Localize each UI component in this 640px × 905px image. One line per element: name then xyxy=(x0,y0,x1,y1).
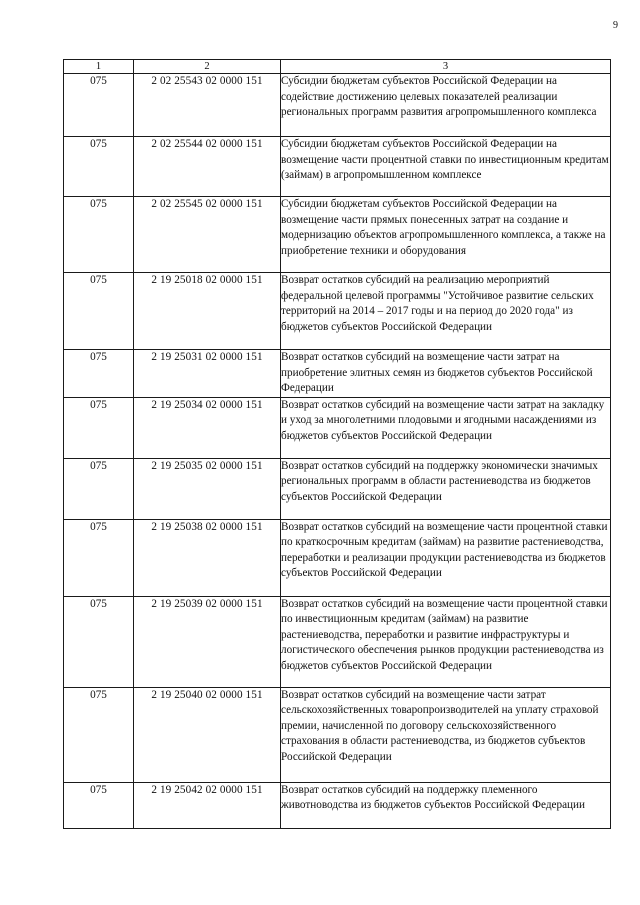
kbk-code-cell: 2 19 25040 02 0000 151 xyxy=(134,687,281,782)
table-row xyxy=(64,519,611,596)
admin-code-cell: 075 xyxy=(64,782,134,828)
kbk-code-cell: 2 19 25034 02 0000 151 xyxy=(134,397,281,458)
kbk-code-cell: 2 19 25018 02 0000 151 xyxy=(134,273,281,350)
admin-code-cell: 075 xyxy=(64,74,134,137)
header-col-2: 2 xyxy=(134,60,281,74)
admin-code-cell: 075 xyxy=(64,458,134,519)
admin-code-cell: 075 xyxy=(64,687,134,782)
kbk-code-cell: 2 19 25035 02 0000 151 xyxy=(134,458,281,519)
table-row xyxy=(64,458,611,519)
admin-code-cell: 075 xyxy=(64,350,134,398)
header-col-1: 1 xyxy=(64,60,134,74)
description-cell: Возврат остатков субсидий на поддержку экономически значимых региональных программ в области растениеводства из бюджетов субъектов Российской Федерации xyxy=(281,458,611,519)
description-cell: Возврат остатков субсидий на возмещение части процентной ставки по краткосрочным кредитам (займам) на развитие растениеводства, переработки и реализации продукции растениеводства из бюджетов субъектов Российской Федерации xyxy=(281,519,611,596)
table-body xyxy=(64,74,611,829)
table-row xyxy=(64,74,611,137)
table-row xyxy=(64,197,611,273)
header-col-3: 3 xyxy=(281,60,611,74)
table-row xyxy=(64,350,611,398)
table-row xyxy=(64,782,611,828)
kbk-code-cell: 2 19 25031 02 0000 151 xyxy=(134,350,281,398)
description-cell: Субсидии бюджетам субъектов Российской Федерации на возмещение части процентной ставки по инвестиционным кредитам (займам) в агропромышленном комплексе xyxy=(281,137,611,197)
table-row xyxy=(64,137,611,197)
table-row xyxy=(64,273,611,350)
budget-classification-table xyxy=(63,59,611,829)
admin-code-cell: 075 xyxy=(64,273,134,350)
table-row xyxy=(64,397,611,458)
description-cell: Субсидии бюджетам субъектов Российской Федерации на содействие достижению целевых показателей реализации региональных программ развития агропромышленного комплекса xyxy=(281,74,611,137)
kbk-code-cell: 2 02 25543 02 0000 151 xyxy=(134,74,281,137)
description-cell: Возврат остатков субсидий на возмещение части затрат на приобретение элитных семян из бюджетов субъектов Российской Федерации xyxy=(281,350,611,398)
table-header xyxy=(64,60,611,74)
kbk-code-cell: 2 19 25038 02 0000 151 xyxy=(134,519,281,596)
description-cell: Возврат остатков субсидий на возмещение части затрат на закладку и уход за многолетними плодовыми и ягодными насаждениями из бюджетов субъектов Российской Федерации xyxy=(281,397,611,458)
admin-code-cell: 075 xyxy=(64,137,134,197)
kbk-code-cell: 2 19 25039 02 0000 151 xyxy=(134,596,281,687)
header-row xyxy=(64,60,611,74)
table-row xyxy=(64,596,611,687)
kbk-code-cell: 2 02 25544 02 0000 151 xyxy=(134,137,281,197)
description-cell: Возврат остатков субсидий на поддержку племенного животноводства из бюджетов субъектов Российской Федерации xyxy=(281,782,611,828)
admin-code-cell: 075 xyxy=(64,519,134,596)
description-cell: Возврат остатков субсидий на возмещение части затрат сельскохозяйственных товаропроизводителей на уплату страховой премии, начисленной по договору сельскохозяйственного страхования в области растениеводства, из бюджетов субъектов Российской Федерации xyxy=(281,687,611,782)
kbk-code-cell: 2 19 25042 02 0000 151 xyxy=(134,782,281,828)
admin-code-cell: 075 xyxy=(64,596,134,687)
description-cell: Возврат остатков субсидий на возмещение части процентной ставки по инвестиционным кредитам (займам) на развитие растениеводства, переработки и развитие инфраструктуры и логистического обеспечения рынков продукции растениеводства из бюджетов субъектов Российской Федерации xyxy=(281,596,611,687)
description-cell: Возврат остатков субсидий на реализацию мероприятий федеральной целевой программы "Устойчивое развитие сельских территорий на 2014 – 2017 годы и на период до 2020 года" из бюджетов субъектов Российской Федерации xyxy=(281,273,611,350)
admin-code-cell: 075 xyxy=(64,197,134,273)
description-cell: Субсидии бюджетам субъектов Российской Федерации на возмещение части прямых понесенных затрат на создание и модернизацию объектов агропромышленного комплекса, а также на приобретение техники и оборудования xyxy=(281,197,611,273)
page-number: 9 xyxy=(613,20,618,31)
kbk-code-cell: 2 02 25545 02 0000 151 xyxy=(134,197,281,273)
table-row xyxy=(64,687,611,782)
admin-code-cell: 075 xyxy=(64,397,134,458)
